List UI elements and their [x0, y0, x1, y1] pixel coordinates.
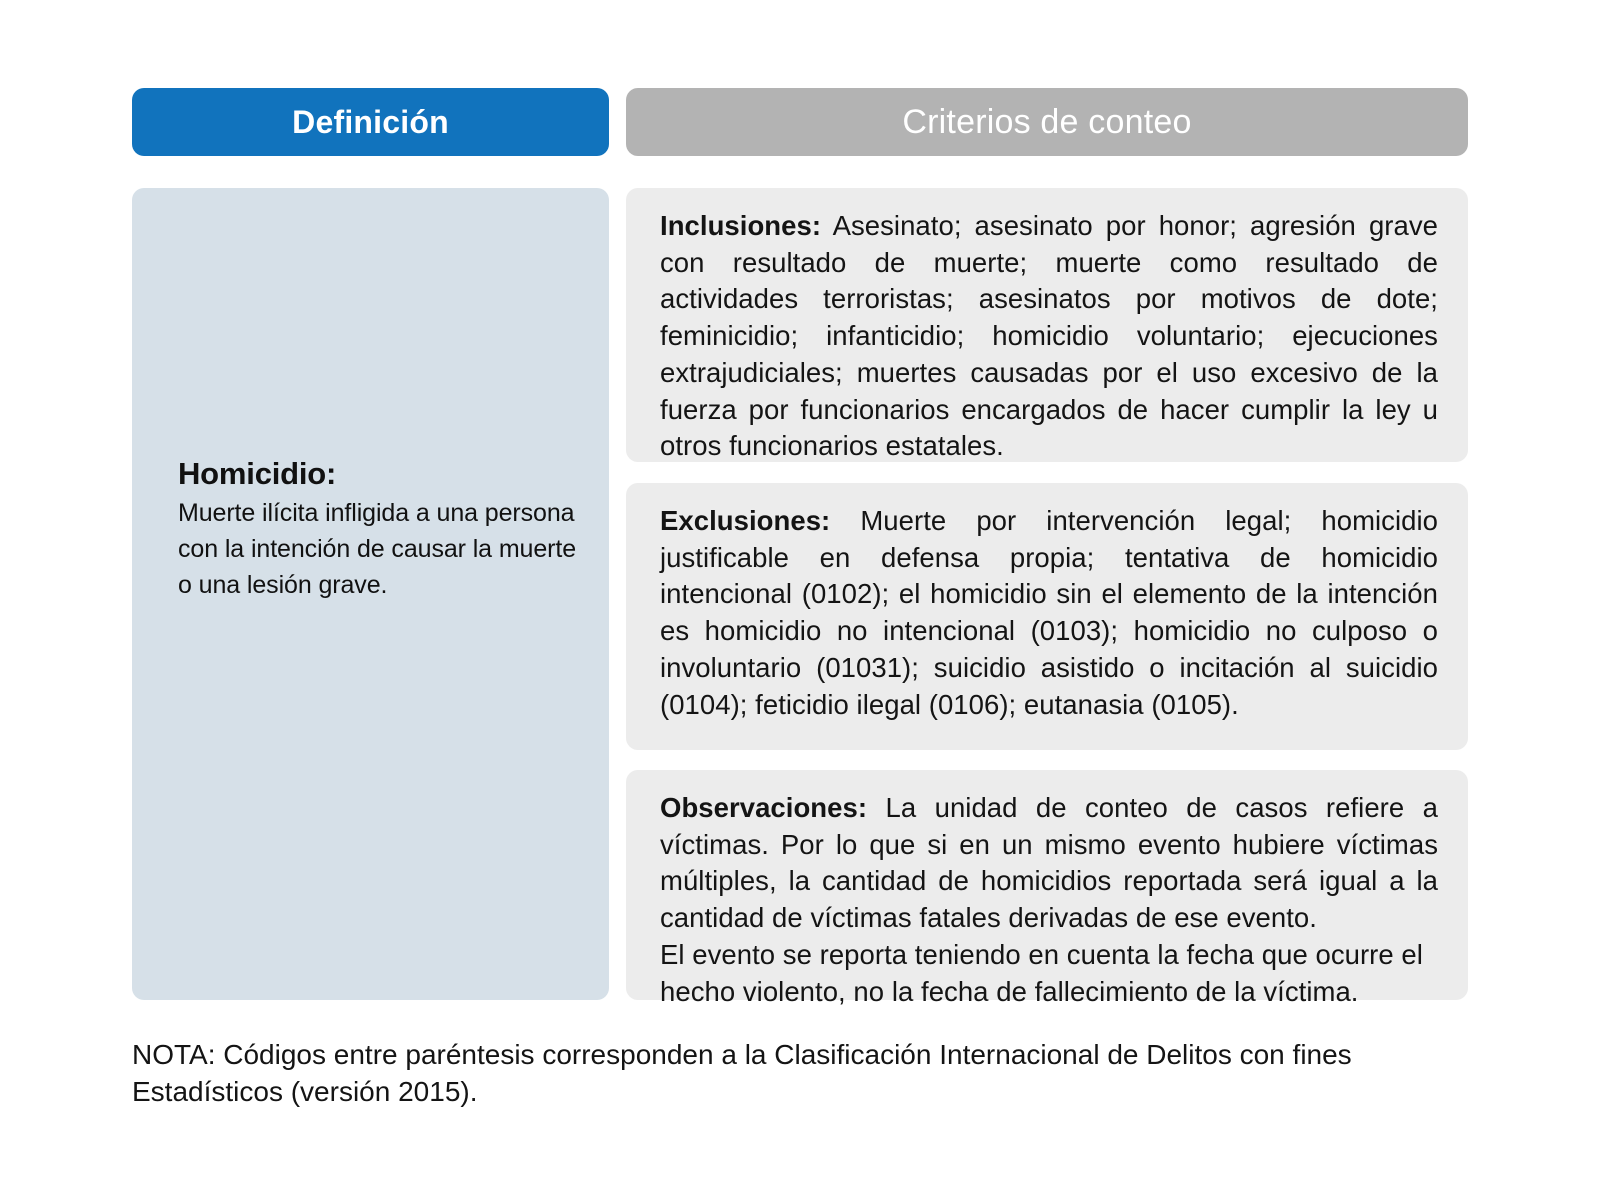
footnote-nota: NOTA: Códigos entre paréntesis corresponden a la Clasificación Internacional de Delitos con fines Estadísticos (versión 2015). [132, 1039, 1352, 1108]
criteria-body-observaciones-second: El evento se reporta teniendo en cuenta la fecha que ocurre el hecho violento, no la fecha de fallecimiento de la víctima. [660, 938, 1423, 1007]
criteria-body-inclusiones: Asesinato; asesinato por honor; agresión grave con resultado de muerte; muerte como resultado de actividades terroristas; asesinatos por motivos de dote; feminicidio; infanticidio; homicidio voluntario; ejecuciones extrajudiciales; muertes causadas por el uso excesivo de la fuerza por funcionarios encargados de hacer cumplir la ley u otros funcionarios estatales. [660, 210, 1438, 462]
definition-content [178, 456, 579, 603]
column-headers [132, 88, 1468, 156]
criteria-block-exclusiones [626, 483, 1468, 750]
definition-text: Muerte ilícita infligida a una persona con la intención de causar la muerte o una lesión grave. [178, 498, 577, 599]
criteria-paragraph [660, 790, 1438, 937]
definition-term: Homicidio: [178, 456, 337, 491]
criteria-block-inclusiones [626, 188, 1468, 462]
criteria-label-observaciones: Observaciones: [660, 792, 868, 823]
criteria-block-observaciones [626, 770, 1468, 1007]
criteria-paragraph [660, 503, 1438, 723]
header-criterios-label: Criterios de conteo [902, 103, 1192, 141]
criteria-label-exclusiones: Exclusiones: [660, 505, 831, 536]
header-definicion-label: Definición [292, 104, 449, 140]
criteria-body-observaciones: La unidad de conteo de casos refiere a víctimas. Por lo que si en un mismo evento hubiere víctimas múltiples, la cantidad de homicidios reportada será igual a la cantidad de víctimas fatales derivadas de ese evento. [660, 792, 1438, 934]
header-criterios-de-conteo [626, 88, 1468, 156]
header-definicion [132, 88, 609, 156]
criteria-paragraph [660, 208, 1438, 465]
criteria-body-exclusiones: Muerte por intervención legal; homicidio justificable en defensa propia; tentativa de homicidio intencional (0102); el homicidio sin el elemento de la intención es homicidio no intencional (0103); homicidio no culposo o involuntario (01031); suicidio asistido o incitación al suicidio (0104); feticidio ilegal (0106); eutanasia (0105). [660, 505, 1438, 720]
definition-panel [132, 188, 609, 1000]
criteria-label-inclusiones: Inclusiones: [660, 210, 822, 241]
